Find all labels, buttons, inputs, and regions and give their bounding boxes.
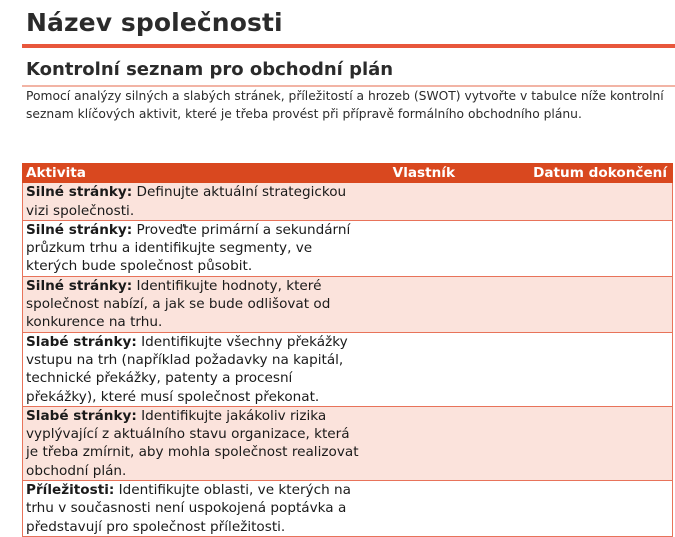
- activity-text: Identifikujte jakákoliv rizika vyplývající z aktuálního stavu organizace, která je třeba zmírnit, aby mohla společnost realizovat obchodní plán.: [26, 407, 359, 479]
- date-cell[interactable]: [466, 481, 673, 537]
- activity-cell[interactable]: [23, 220, 366, 276]
- activity-cell[interactable]: [23, 276, 366, 332]
- owner-cell[interactable]: [366, 406, 466, 480]
- table-row: [23, 276, 673, 332]
- table-row: [23, 183, 673, 221]
- owner-cell[interactable]: [366, 276, 466, 332]
- section-title: Kontrolní seznam pro obchodní plán: [26, 59, 394, 80]
- activity-cell[interactable]: [23, 406, 366, 480]
- table-header-row: [23, 164, 673, 183]
- date-cell[interactable]: [466, 276, 673, 332]
- activity-category: Silné stránky:: [26, 184, 133, 201]
- owner-cell[interactable]: [366, 332, 466, 406]
- table-row: [23, 481, 673, 537]
- company-name: Název společnosti: [26, 8, 283, 37]
- table-row: [23, 332, 673, 406]
- activity-category: Silné stránky:: [26, 221, 133, 238]
- date-cell[interactable]: [466, 220, 673, 276]
- column-header-date: Datum dokončení: [466, 164, 673, 183]
- owner-cell[interactable]: [366, 183, 466, 221]
- date-cell[interactable]: [466, 332, 673, 406]
- activity-text: Identifikujte všechny překážky vstupu na trh (například požadavky na kapitál, technické překážky, patenty a procesní překážky), které musí společnost překonat.: [26, 333, 348, 405]
- column-header-owner: Vlastník: [366, 164, 466, 183]
- activity-text: Identifikujte oblasti, ve kterých na trhu v současnosti není uspokojená poptávka a představují pro společnost příležitosti.: [26, 482, 351, 535]
- column-header-activity: Aktivita: [23, 164, 366, 183]
- activity-category: Příležitosti:: [26, 482, 115, 499]
- table-row: [23, 406, 673, 480]
- activity-category: Slabé stránky:: [26, 407, 137, 424]
- activity-cell[interactable]: [23, 332, 366, 406]
- table-row: [23, 220, 673, 276]
- activity-cell[interactable]: [23, 481, 366, 537]
- owner-cell[interactable]: [366, 481, 466, 537]
- activity-category: Slabé stránky:: [26, 333, 137, 350]
- activity-text: Identifikujte hodnoty, které společnost nabízí, a jak se bude odlišovat od konkurence na trhu.: [26, 277, 331, 331]
- activity-text: Proveďte primární a sekundární průzkum trhu a identifikujte segmenty, ve kterých bude společnost působit.: [26, 221, 351, 275]
- activity-text: Definujte aktuální strategickou vizi společnosti.: [26, 184, 347, 219]
- intro-paragraph: Pomocí analýzy silných a slabých stránek, příležitostí a hrozeb (SWOT) vytvořte v tabulce níže kontrolní seznam klíčových aktivit, které je třeba provést při přípravě formálního obchodního plánu.: [26, 89, 664, 121]
- owner-cell[interactable]: [366, 220, 466, 276]
- date-cell[interactable]: [466, 406, 673, 480]
- date-cell[interactable]: [466, 183, 673, 221]
- activity-cell[interactable]: [23, 183, 366, 221]
- activity-category: Silné stránky:: [26, 277, 133, 294]
- checklist-table: [22, 163, 673, 537]
- title-divider: [22, 44, 675, 48]
